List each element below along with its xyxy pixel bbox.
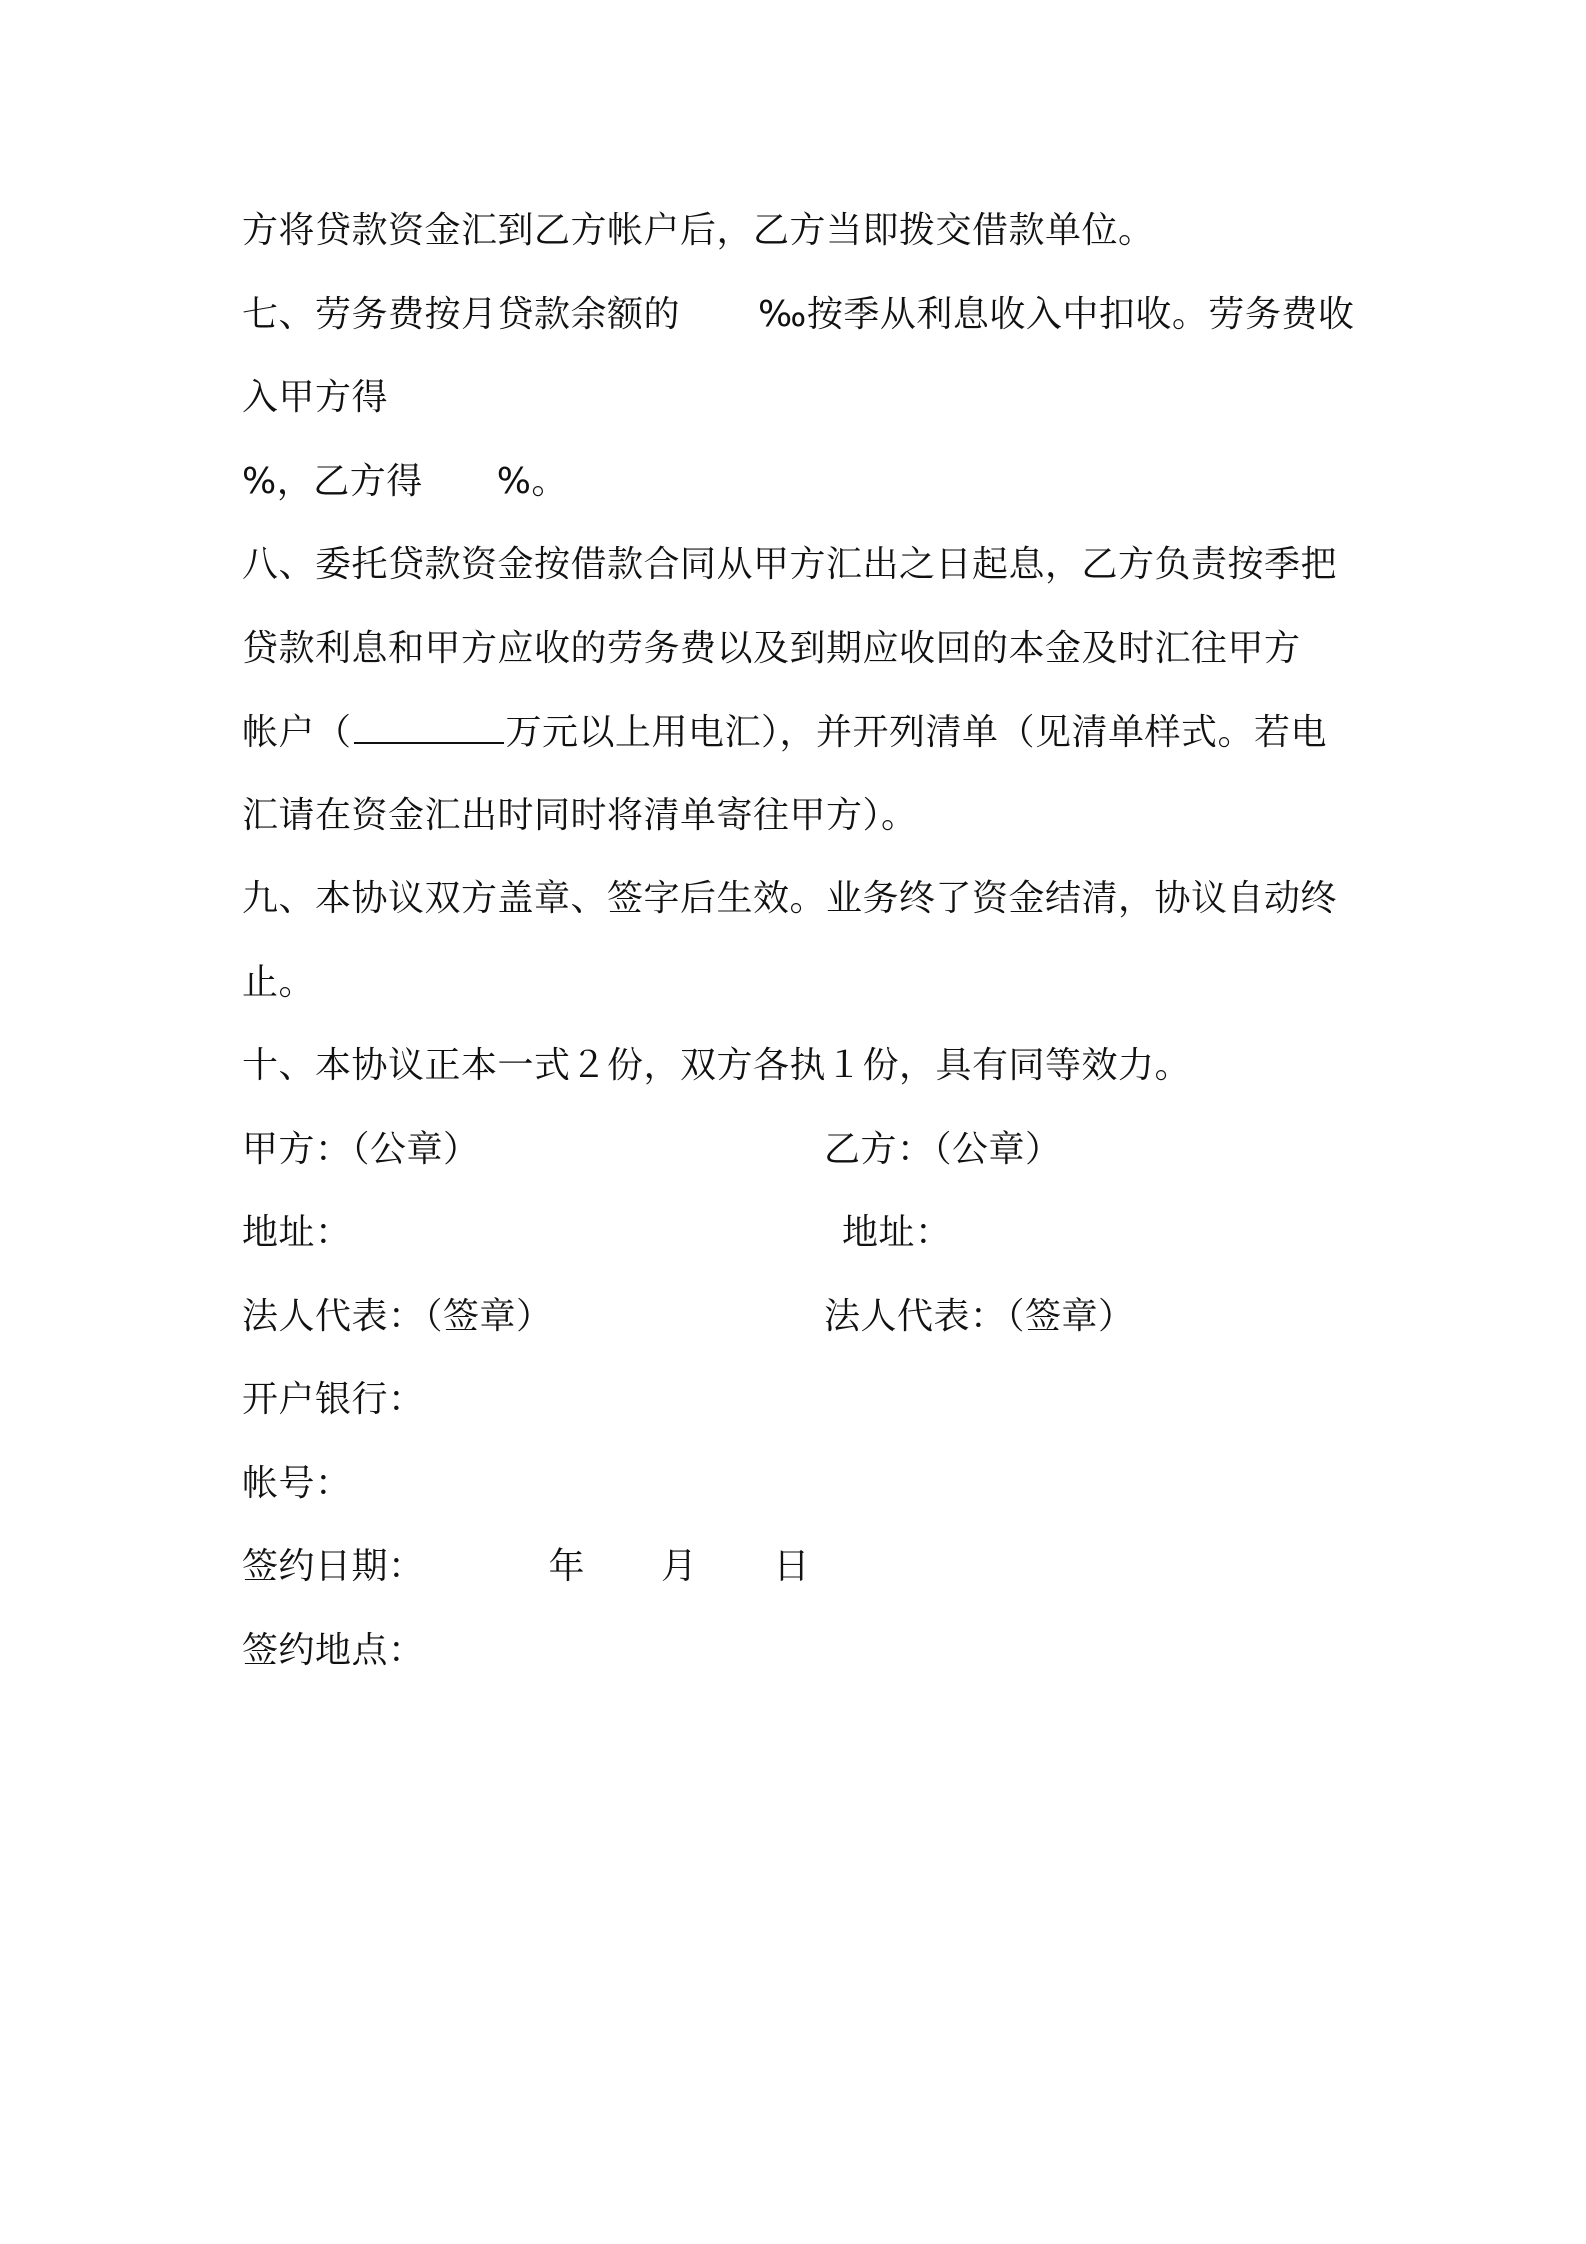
sign-place-field: [242, 1627, 425, 1675]
party-b-address: [842, 1209, 952, 1257]
year-label: 年: [548, 1546, 586, 1587]
text: 帐号：: [242, 1463, 352, 1504]
text: 帐户（: [242, 712, 352, 753]
party-a-legal-rep: [242, 1293, 553, 1341]
party-b-legal-rep: [824, 1293, 1135, 1341]
text: 十、本协议正本一式２份，双方各执１份，具有同等效力。: [242, 1045, 1192, 1086]
clause-9-line-1: [242, 875, 1337, 923]
text: 签约地点：: [242, 1630, 425, 1671]
text: ‰按季从利息收入中扣收。劳务费收: [758, 294, 1355, 335]
party-a-seal: [242, 1126, 480, 1174]
text: 汇请在资金汇出时同时将清单寄往甲方）。: [242, 795, 918, 836]
text: 八、委托贷款资金按借款合同从甲方汇出之日起息，乙方负责按季把: [242, 544, 1338, 585]
text: 开户银行：: [242, 1379, 425, 1420]
text: 法人代表：（签章）: [824, 1296, 1135, 1337]
text: 地址：: [242, 1212, 352, 1253]
text: %，乙方得: [242, 461, 423, 502]
text: %。: [496, 461, 568, 502]
party-b-seal: [824, 1126, 1062, 1174]
text: 地址：: [842, 1212, 952, 1253]
text: 方将贷款资金汇到乙方帐户后，乙方当即拨交借款单位。: [242, 210, 1155, 251]
text: 乙方：（公章）: [824, 1129, 1062, 1170]
clause-10-line-1: [242, 1042, 1191, 1090]
text: 九、本协议双方盖章、签字后生效。业务终了资金结清，协议自动终: [242, 878, 1338, 919]
text: 七、劳务费按月贷款余额的: [242, 294, 681, 335]
text: 贷款利息和甲方应收的劳务费以及到期应收回的本金及时汇往甲方: [242, 628, 1301, 669]
bank-field: [242, 1376, 425, 1424]
text: 万元以上用电汇），并开列清单（见清单样式。若电: [505, 712, 1328, 753]
text: 入甲方得: [242, 377, 389, 418]
fill-in-blank: [354, 708, 504, 744]
clause-8-line-4: [242, 792, 918, 840]
account-field: [242, 1460, 352, 1508]
clause-9-line-2: [242, 959, 315, 1007]
clause-7-line-1: [242, 291, 1354, 339]
clause-7-line-3: [242, 458, 568, 506]
text: 签约日期：: [242, 1546, 425, 1587]
clause-8-line-2: [242, 625, 1301, 673]
clause-7-line-2: [242, 374, 388, 422]
paragraph-line: [242, 207, 1155, 255]
sign-date-field: [242, 1543, 810, 1591]
month-label: 月: [661, 1546, 698, 1587]
clause-8-line-3: [242, 708, 1327, 757]
text: 止。: [242, 962, 316, 1003]
text: 甲方：（公章）: [242, 1129, 480, 1170]
party-a-address: [242, 1209, 352, 1257]
clause-8-line-1: [242, 541, 1337, 589]
text: 法人代表：（签章）: [242, 1296, 553, 1337]
day-label: 日: [773, 1546, 811, 1587]
